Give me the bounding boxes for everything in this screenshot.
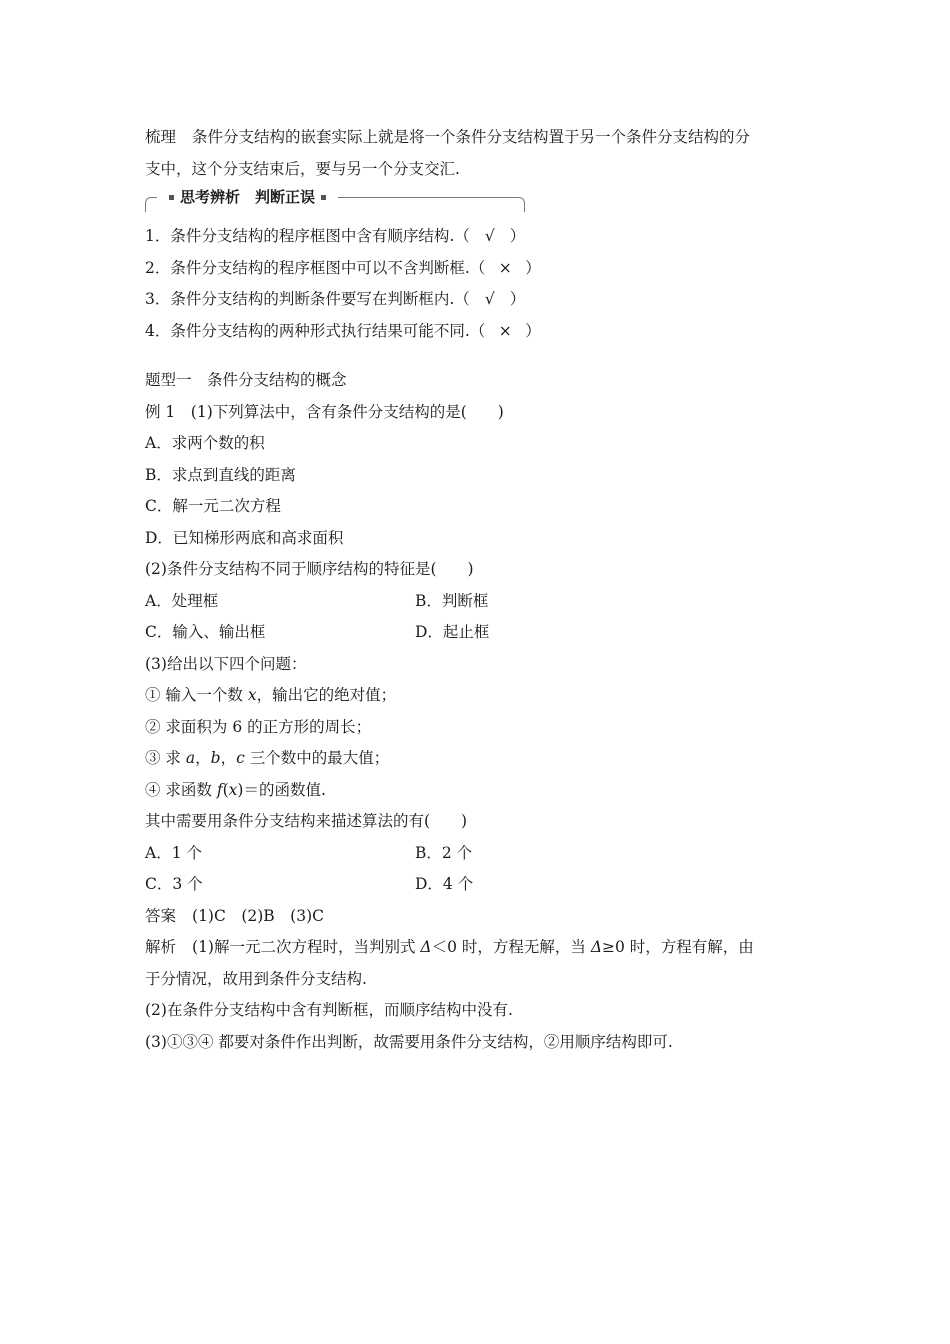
judgment-mark: √ [484, 290, 495, 308]
answer-text: (1)C (2)B (3)C [192, 906, 324, 925]
judgment-item: 4．条件分支结构的两种形式执行结果可能不同.（ × ） [145, 316, 810, 348]
q3-option: A．1 个 [145, 843, 202, 862]
banner-square-icon [321, 195, 326, 200]
question-3: (3)给出以下四个问题： [145, 654, 307, 673]
q3-item: ③ 求 a，b，c 三个数中的最大值； [145, 749, 390, 767]
banner-square-icon [169, 195, 174, 200]
summary-line-1: 梳理 条件分支结构的嵌套实际上就是将一个条件分支结构置于另一个条件分支结构的分 [145, 128, 751, 146]
think-banner [145, 187, 525, 215]
judgment-mark: √ [484, 227, 495, 245]
analysis-label: 解析 [145, 938, 177, 956]
question-1: 例 1 (1)下列算法中，含有条件分支结构的是( ) [145, 402, 504, 421]
q2-option: D．起止框 [415, 623, 490, 641]
q1-option: B．求点到直线的距离 [145, 465, 296, 484]
analysis-line-3: (2)在条件分支结构中含有判断框，而顺序结构中没有. [145, 1001, 513, 1019]
analysis-line-2: 于分情况，故用到条件分支结构. [145, 969, 367, 988]
q3-option: C．3 个 [145, 875, 203, 893]
q3-stem: 其中需要用条件分支结构来描述算法的有( ) [145, 812, 468, 830]
q3-option-row [145, 838, 810, 870]
judgment-item: 2．条件分支结构的程序框图中可以不含判断框.（ × ） [145, 253, 810, 285]
q1-option: A．求两个数的积 [145, 434, 265, 452]
answer-label: 答案 [145, 906, 177, 925]
q1-option: D．已知梯形两底和高求面积 [145, 528, 344, 547]
q3-item: ② 求面积为 6 的正方形的周长； [145, 717, 372, 736]
question-2: (2)条件分支结构不同于顺序结构的特征是( ) [145, 560, 474, 578]
q3-option: D．4 个 [415, 875, 474, 893]
q2-option: A．处理框 [145, 591, 219, 610]
banner-title: 思考辨析 判断正误 [157, 184, 338, 210]
q2-option-row [145, 586, 810, 618]
q3-item: ① 输入一个数 x，输出它的绝对值； [145, 686, 397, 704]
judgment-item: 3．条件分支结构的判断条件要写在判断框内.（ √ ） [145, 284, 810, 316]
q3-option: B．2 个 [415, 843, 473, 862]
judgment-mark: × [498, 321, 512, 340]
analysis-line-4: (3)①③④ 都要对条件作出判断，故需要用条件分支结构，②用顺序结构即可. [145, 1032, 673, 1051]
summary-line-2: 支中，这个分支结束后，要与另一个分支交汇. [145, 159, 460, 178]
judgment-item: 1．条件分支结构的程序框图中含有顺序结构.（ √ ） [145, 221, 810, 253]
document-page [145, 122, 810, 1058]
summary-label: 梳理 [145, 128, 177, 146]
answer-line [145, 901, 810, 933]
q2-option: C．输入、输出框 [145, 623, 266, 641]
analysis-line-1: 解析 (1)解一元二次方程时，当判别式 Δ＜0 时，方程无解，当 Δ≥0 时，方程有解，由 [145, 938, 754, 956]
q1-option: C．解一元二次方程 [145, 497, 281, 515]
judgment-mark: × [498, 258, 512, 277]
section-title: 题型一 条件分支结构的概念 [145, 371, 347, 389]
q2-option-row [145, 617, 810, 649]
q2-option: B．判断框 [415, 591, 489, 610]
q3-option-row [145, 869, 810, 901]
q3-item: ④ 求函数 f(x)＝的函数值. [145, 780, 326, 799]
